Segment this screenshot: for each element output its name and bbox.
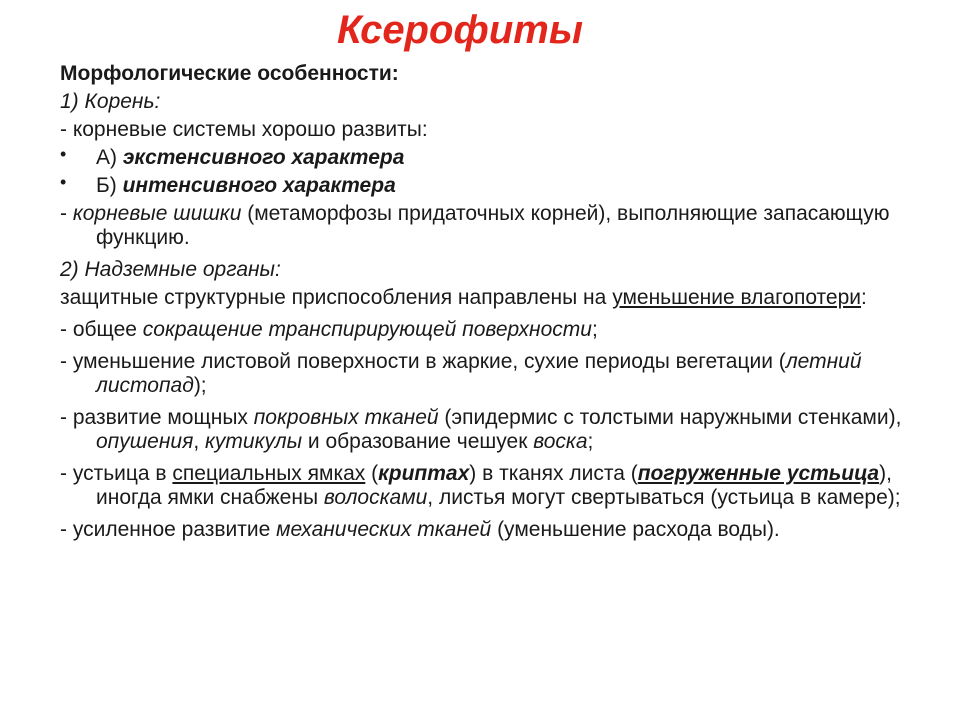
subheading: Морфологические особенности: [60,62,399,85]
slide-title: Ксерофиты [337,8,583,52]
root-line: - корневые системы хорошо развиты: [60,118,428,141]
slide-body [60,62,920,550]
bullet-icon: • [60,172,67,192]
aerial-heading: 2) Надземные органы: [60,258,281,281]
aerial-intro: защитные структурные приспособления направлены на уменьшение влагопотери: [60,286,867,309]
aerial-item-3: - развитие мощных покровных тканей (эпидермис с толстыми наружными стенками), опушения, кутикулы и образование чешуек воска; [60,406,902,453]
aerial-item-4: - устьица в специальных ямках (криптах) в тканях листа (погруженные устьица), иногда ямки снабжены волосками, листья могут свертываться (устьица в камере); [60,462,901,509]
aerial-item-5: - усиленное развитие механических тканей (уменьшение расхода воды). [60,518,780,541]
bullet-intensive: • Б) интенсивного характера [60,172,396,197]
root-cones: - корневые шишки (метаморфозы придаточных корней), выполняющие запасающую функцию. [60,202,890,249]
root-heading: 1) Корень: [60,90,161,113]
aerial-item-2: - уменьшение листовой поверхности в жаркие, сухие периоды вегетации (летний листопад); [60,350,862,397]
aerial-item-1: - общее сокращение транспирирующей поверхности; [60,318,598,341]
bullet-extensive: • А) экстенсивного характера [60,144,405,169]
bullet-icon: • [60,144,67,164]
